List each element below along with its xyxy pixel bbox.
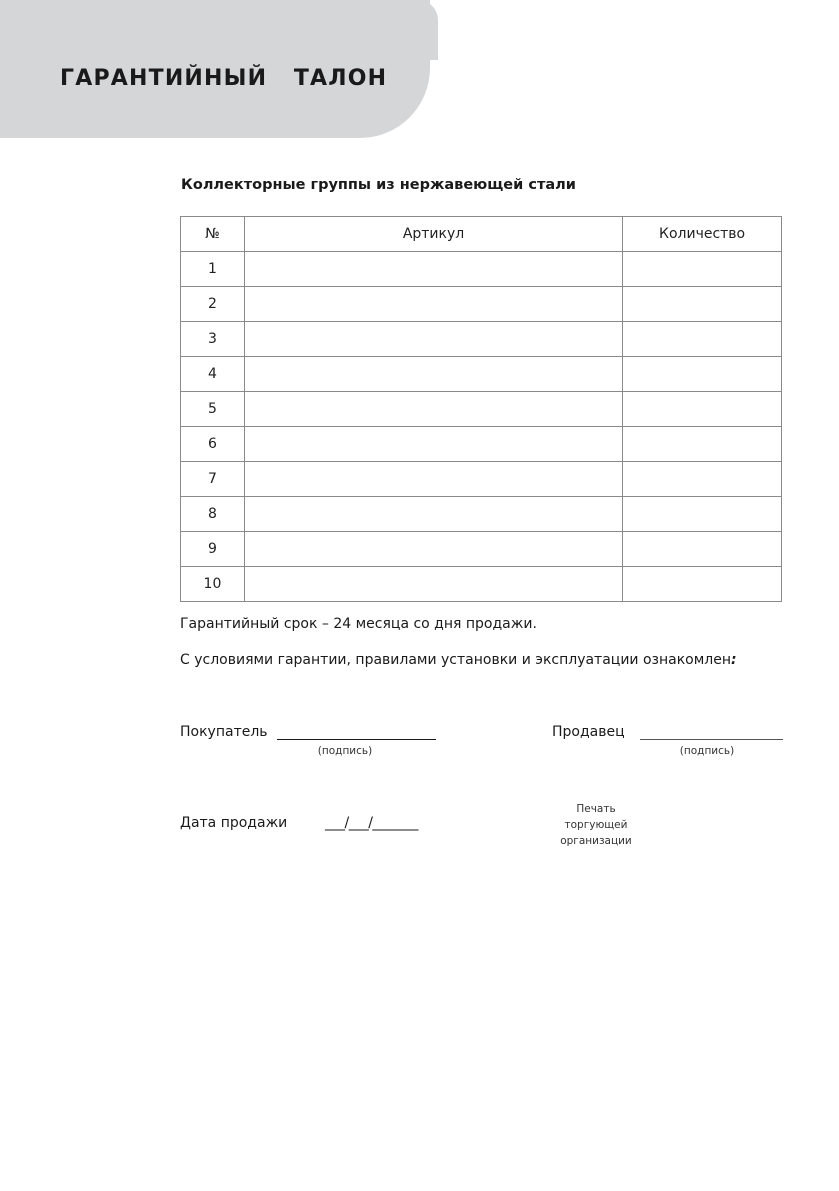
table-header-row — [181, 217, 782, 252]
quantity-cell[interactable] — [623, 392, 782, 427]
article-cell[interactable] — [244, 392, 622, 427]
seller-signature-line[interactable] — [640, 739, 783, 740]
quantity-cell[interactable] — [623, 462, 782, 497]
table-row — [181, 462, 782, 497]
buyer-signature-hint: (подпись) — [317, 745, 373, 757]
column-header-quantity: Количество — [623, 217, 782, 252]
table-row — [181, 532, 782, 567]
stamp-line-1: Печать — [576, 803, 616, 815]
table-row — [181, 287, 782, 322]
article-cell[interactable] — [244, 567, 622, 602]
row-number-cell: 5 — [181, 392, 245, 427]
buyer-label: Покупатель — [180, 724, 268, 740]
article-cell[interactable] — [244, 357, 622, 392]
column-header-number: № — [181, 217, 245, 252]
stamp-line-3: организации — [560, 835, 632, 847]
article-cell[interactable] — [244, 427, 622, 462]
stamp-area — [546, 801, 646, 849]
sale-date-label: Дата продажи — [180, 815, 288, 831]
acknowledgement-text: С условиями гарантии, правилами установки и эксплуатации ознакомлен — [180, 652, 732, 668]
article-cell[interactable] — [244, 322, 622, 357]
sale-date-field[interactable]: ___/___/_______ — [325, 815, 418, 831]
buyer-signature-line[interactable] — [277, 739, 436, 740]
seller-signature-hint: (подпись) — [679, 745, 735, 757]
table-row — [181, 252, 782, 287]
stamp-line-2: торгующей — [564, 819, 628, 831]
row-number-cell: 7 — [181, 462, 245, 497]
table-row — [181, 497, 782, 532]
row-number-cell: 8 — [181, 497, 245, 532]
article-cell[interactable] — [244, 532, 622, 567]
quantity-cell[interactable] — [623, 252, 782, 287]
table-row — [181, 427, 782, 462]
page-title: ГАРАНТИЙНЫЙ ТАЛОН — [60, 66, 388, 91]
acknowledgement-colon: : — [731, 652, 737, 668]
table-body — [181, 252, 782, 602]
row-number-cell: 3 — [181, 322, 245, 357]
warranty-period-text: Гарантийный срок – 24 месяца со дня продажи. — [180, 616, 537, 632]
quantity-cell[interactable] — [623, 567, 782, 602]
row-number-cell: 6 — [181, 427, 245, 462]
section-title: Коллекторные группы из нержавеющей стали — [181, 177, 576, 193]
table-row — [181, 357, 782, 392]
table-row — [181, 567, 782, 602]
quantity-cell[interactable] — [623, 357, 782, 392]
acknowledgement-line — [180, 652, 737, 668]
row-number-cell: 1 — [181, 252, 245, 287]
row-number-cell: 10 — [181, 567, 245, 602]
row-number-cell: 2 — [181, 287, 245, 322]
quantity-cell[interactable] — [623, 532, 782, 567]
article-cell[interactable] — [244, 287, 622, 322]
seller-label: Продавец — [552, 724, 625, 740]
quantity-cell[interactable] — [623, 322, 782, 357]
article-cell[interactable] — [244, 252, 622, 287]
table-row — [181, 322, 782, 357]
column-header-article: Артикул — [244, 217, 622, 252]
article-cell[interactable] — [244, 462, 622, 497]
products-table — [180, 216, 782, 602]
article-cell[interactable] — [244, 497, 622, 532]
quantity-cell[interactable] — [623, 497, 782, 532]
table-row — [181, 392, 782, 427]
quantity-cell[interactable] — [623, 287, 782, 322]
quantity-cell[interactable] — [623, 427, 782, 462]
row-number-cell: 4 — [181, 357, 245, 392]
row-number-cell: 9 — [181, 532, 245, 567]
